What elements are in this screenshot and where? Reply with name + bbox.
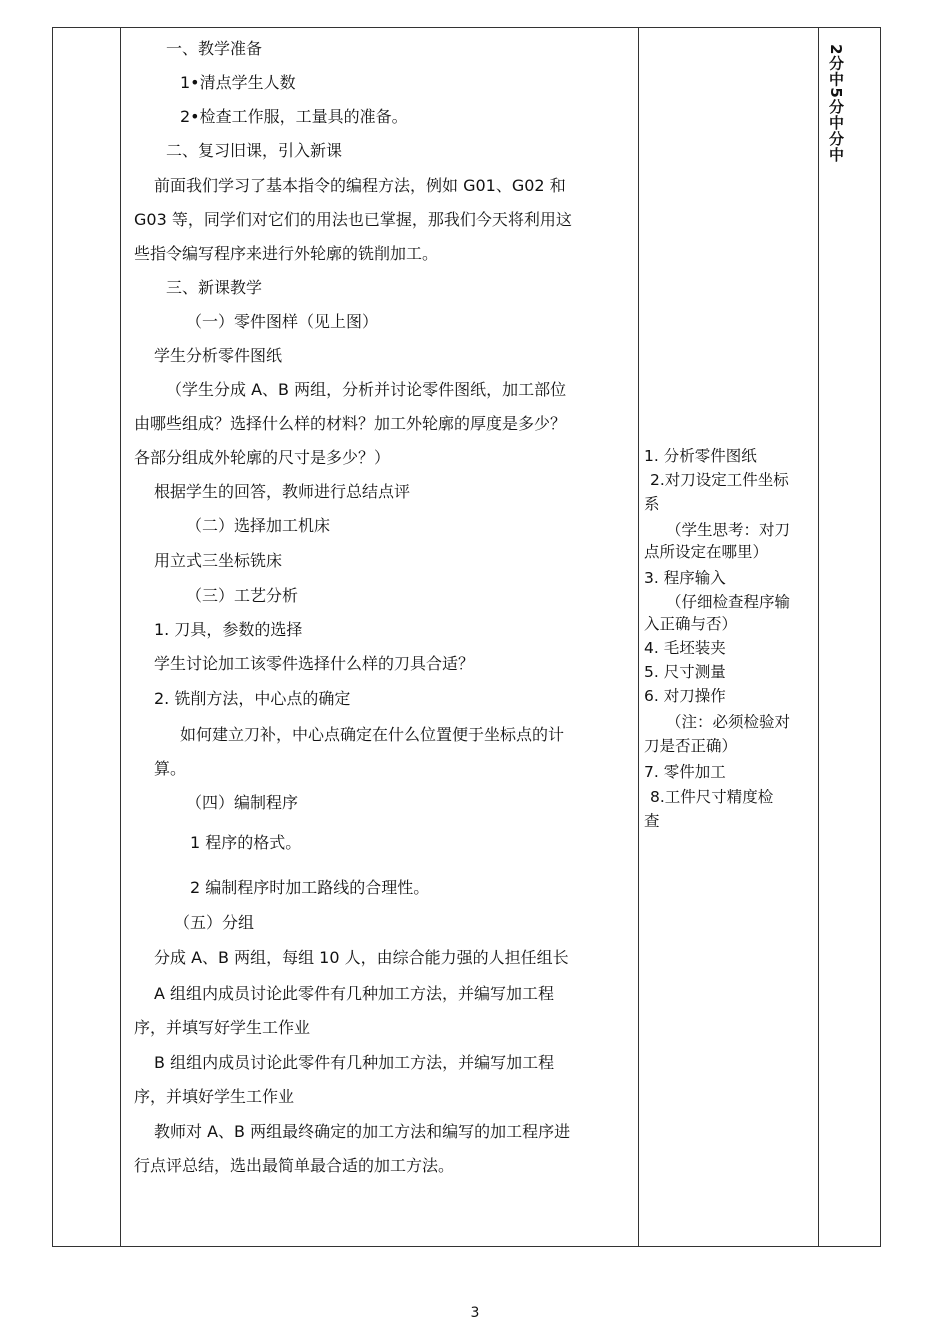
- activity-line: 7. 零件加工: [644, 763, 726, 781]
- column-divider-1: [120, 28, 121, 1246]
- content-line: 由哪些组成？选择什么样的材料？加工外轮廓的厚度是多少？: [134, 414, 567, 433]
- content-line: 序，并填写好学生工作业: [134, 1018, 311, 1037]
- subsection-heading: （三）工艺分析: [186, 586, 299, 605]
- content-line: A 组组内成员讨论此零件有几种加工方法，并编写加工程: [154, 984, 555, 1003]
- content-line: 些指令编写程序来进行外轮廓的铣削加工。: [134, 244, 439, 263]
- column-divider-2: [638, 28, 639, 1246]
- time-allocation-cell: 2分中5分中分中: [827, 44, 845, 163]
- content-line: 用立式三坐标铣床: [154, 551, 283, 570]
- content-line: 根据学生的回答，教师进行总结点评: [154, 482, 411, 501]
- activity-line: 5. 尺寸测量: [644, 663, 726, 681]
- content-line: B 组组内成员讨论此零件有几种加工方法，并编写加工程: [154, 1053, 555, 1072]
- content-line: 1 程序的格式。: [190, 833, 302, 852]
- activity-line: 2.对刀设定工件坐标: [650, 471, 789, 489]
- content-line: 学生讨论加工该零件选择什么样的刀具合适？: [154, 654, 475, 673]
- section-heading: 三、新课教学: [166, 278, 263, 297]
- content-line: 如何建立刀补，中心点确定在什么位置便于坐标点的计: [180, 725, 565, 744]
- content-line: 各部分组成外轮廓的尺寸是多少？）: [134, 448, 391, 467]
- lesson-plan-table: [52, 27, 881, 1247]
- content-line: 学生分析零件图纸: [154, 346, 283, 365]
- subsection-heading: （四）编制程序: [186, 793, 299, 812]
- content-line: 1. 刀具，参数的选择: [154, 620, 303, 639]
- activity-line: 入正确与否）: [644, 615, 738, 633]
- content-line: 算。: [154, 759, 187, 778]
- subsection-heading: （一）零件图样（见上图）: [186, 312, 379, 331]
- activity-line: 点所设定在哪里）: [644, 543, 769, 561]
- activity-line: 刀是否正确）: [644, 737, 738, 755]
- column-divider-3: [818, 28, 819, 1246]
- activity-line: 4. 毛坯装夹: [644, 639, 726, 657]
- content-line: 前面我们学习了基本指令的编程方法，例如 G01、G02 和: [154, 176, 566, 195]
- activity-line: （学生思考：对刀: [666, 521, 791, 539]
- content-line: 2 编制程序时加工路线的合理性。: [190, 878, 430, 897]
- content-line: 2•检查工作服，工量具的准备。: [180, 107, 408, 126]
- content-line: 2. 铣削方法，中心点的确定: [154, 689, 351, 708]
- content-line: 分成 A、B 两组，每组 10 人，由综合能力强的人担任组长: [154, 948, 569, 967]
- activity-line: （仔细检查程序输: [666, 593, 791, 611]
- content-line: 行点评总结，选出最简单最合适的加工方法。: [134, 1156, 455, 1175]
- subsection-heading: （二）选择加工机床: [186, 516, 331, 535]
- content-line: 1•清点学生人数: [180, 73, 296, 92]
- activity-line: 系: [644, 495, 660, 513]
- activity-line: 8.工件尺寸精度检: [650, 788, 774, 806]
- section-heading: 一、教学准备: [166, 39, 263, 58]
- subsection-heading: （五）分组: [174, 913, 255, 932]
- content-line: G03 等，同学们对它们的用法也已掌握，那我们今天将利用这: [134, 210, 572, 229]
- page-number: 3: [470, 1305, 480, 1321]
- activity-line: （注：必须检验对: [666, 713, 791, 731]
- content-line: 教师对 A、B 两组最终确定的加工方法和编写的加工程序进: [154, 1122, 571, 1141]
- activity-line: 查: [644, 812, 660, 830]
- content-line: 序，并填好学生工作业: [134, 1087, 295, 1106]
- activity-line: 3. 程序输入: [644, 569, 726, 587]
- activity-line: 6. 对刀操作: [644, 687, 726, 705]
- section-heading: 二、复习旧课，引入新课: [166, 141, 343, 160]
- activity-line: 1. 分析零件图纸: [644, 447, 757, 465]
- content-line: （学生分成 A、B 两组，分析并讨论零件图纸，加工部位: [166, 380, 567, 399]
